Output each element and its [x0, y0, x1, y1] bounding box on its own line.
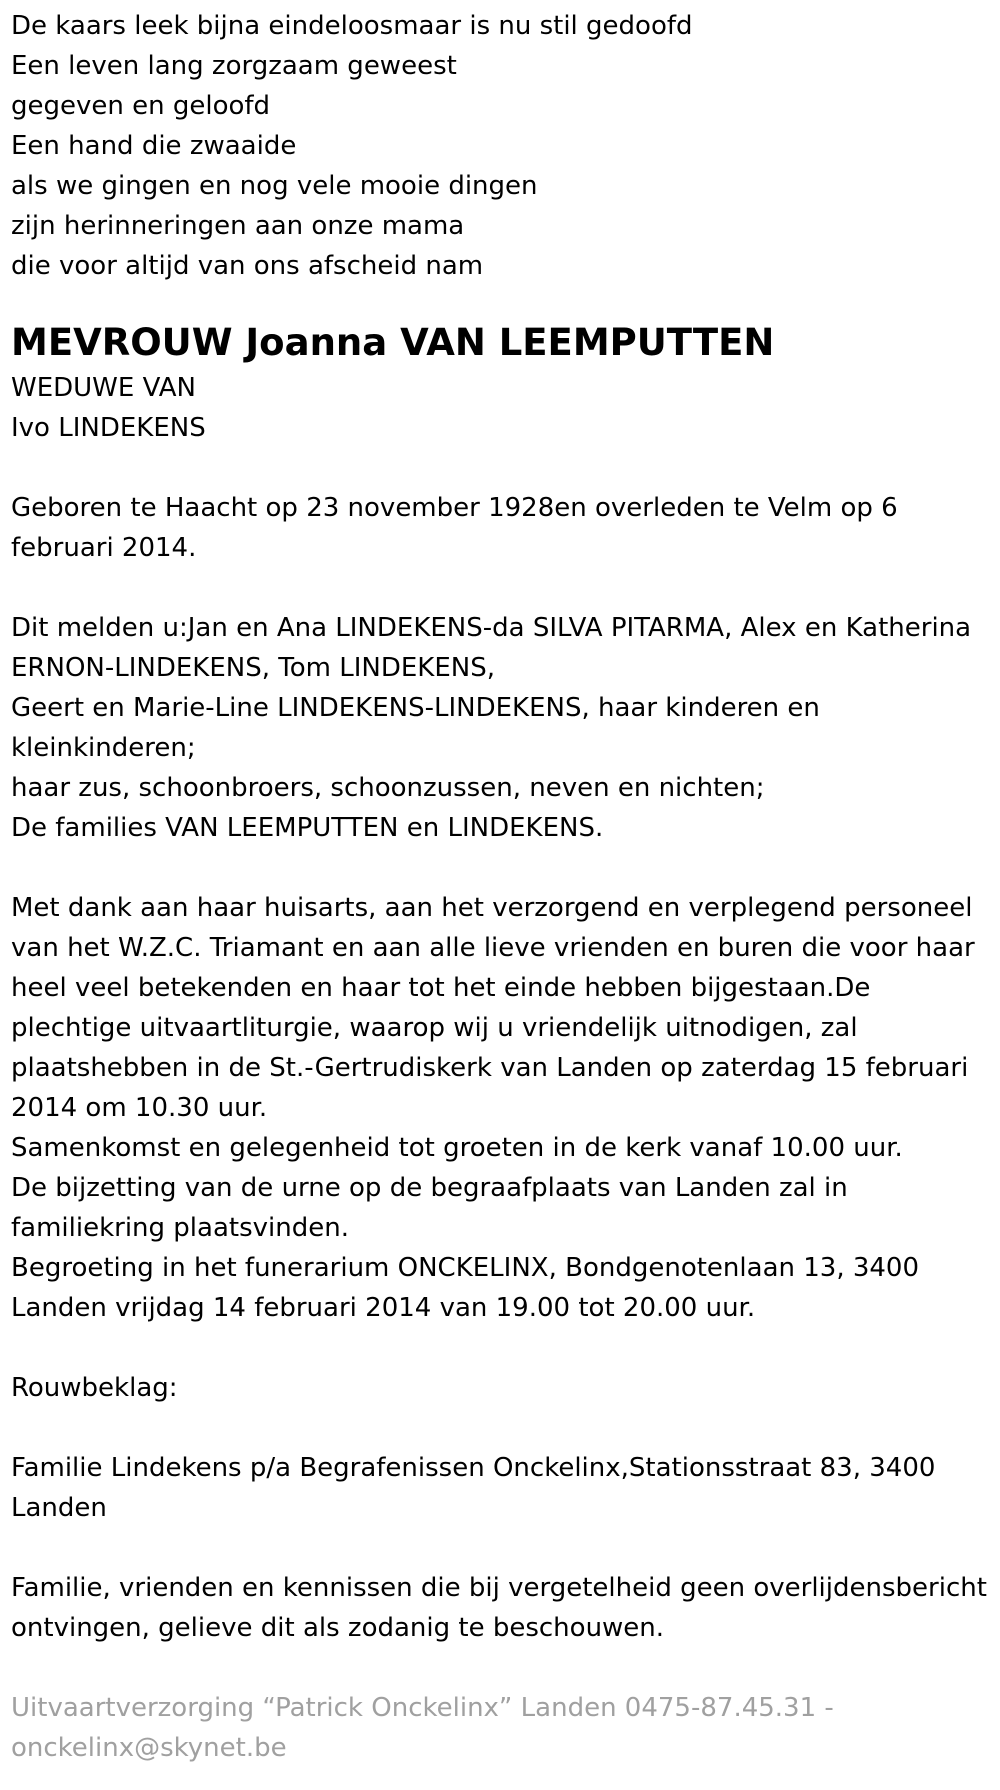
spacer	[11, 286, 989, 314]
announcers-block	[11, 608, 989, 848]
service-paragraph: Samenkomst en gelegenheid tot groeten in de kerk vanaf 10.00 uur.	[11, 1133, 903, 1163]
poem-line: Een hand die zwaaide	[11, 131, 297, 161]
poem	[11, 6, 989, 286]
spacer	[11, 1408, 989, 1448]
spouse-name: Ivo LINDEKENS	[11, 413, 206, 443]
announcers-line: Geert en Marie-Line LINDEKENS-LINDEKENS, haar kinderen en kleinkinderen;	[11, 693, 820, 763]
announcers-line: De families VAN LEEMPUTTEN en LINDEKENS.	[11, 813, 604, 843]
service-block	[11, 888, 989, 1328]
poem-line: gegeven en geloofd	[11, 91, 271, 121]
spacer	[11, 448, 989, 488]
service-paragraph: Begroeting in het funerarium ONCKELINX, Bondgenotenlaan 13, 3400 Landen vrijdag 14 februari 2014 van 19.00 tot 20.00 uur.	[11, 1253, 920, 1323]
spacer	[11, 1528, 989, 1568]
poem-line: zijn herinneringen aan onze mama	[11, 211, 465, 241]
spacer	[11, 1328, 989, 1368]
announcers-line: Dit melden u:Jan en Ana LINDEKENS-da SILVA PITARMA, Alex en Katherina ERNON-LINDEKENS, Tom LINDEKENS,	[11, 613, 972, 683]
condolences-address: Familie Lindekens p/a Begrafenissen Onckelinx,Stationsstraat 83, 3400 Landen	[11, 1453, 936, 1523]
poem-line: De kaars leek bijna eindeloosmaar is nu stil gedoofd	[11, 11, 693, 41]
spacer	[11, 848, 989, 888]
spacer	[11, 568, 989, 608]
poem-line: die voor altijd van ons afscheid nam	[11, 251, 484, 281]
birth-death-paragraph: Geboren te Haacht op 23 november 1928en overleden te Velm op 6 februari 2014.	[11, 493, 898, 563]
spouse-block	[11, 368, 989, 448]
deceased-name: MEVROUW Joanna VAN LEEMPUTTEN	[11, 321, 775, 364]
service-paragraph: De bijzetting van de urne op de begraafplaats van Landen zal in familiekring plaatsvinden.	[11, 1173, 848, 1243]
poem-line: als we gingen en nog vele mooie dingen	[11, 171, 538, 201]
condolences-label: Rouwbeklag:	[11, 1373, 178, 1403]
widow-status: WEDUWE VAN	[11, 373, 196, 403]
funeral-home-footer: Uitvaartverzorging “Patrick Onckelinx” Landen 0475-87.45.31 - onckelinx@skynet.be	[11, 1693, 834, 1763]
spacer	[11, 1648, 989, 1688]
service-paragraph: Met dank aan haar huisarts, aan het verzorgend en verplegend personeel van het W.Z.C. Triamant en aan alle lieve vrienden en buren die voor haar heel veel betekenden en haar tot het einde hebben bijgestaan.De plechtige uitvaartliturgie, waarop wij u vriendelijk uitnodigen, zal plaatshebben in de St.-Gertrudiskerk van Landen op zaterdag 15 februari 2014 om 10.30 uur.	[11, 893, 975, 1123]
poem-line: Een leven lang zorgzaam geweest	[11, 51, 457, 81]
announcers-line: haar zus, schoonbroers, schoonzussen, neven en nichten;	[11, 773, 765, 803]
closing-note: Familie, vrienden en kennissen die bij vergetelheid geen overlijdensbericht ontvingen, gelieve dit als zodanig te beschouwen.	[11, 1573, 987, 1643]
